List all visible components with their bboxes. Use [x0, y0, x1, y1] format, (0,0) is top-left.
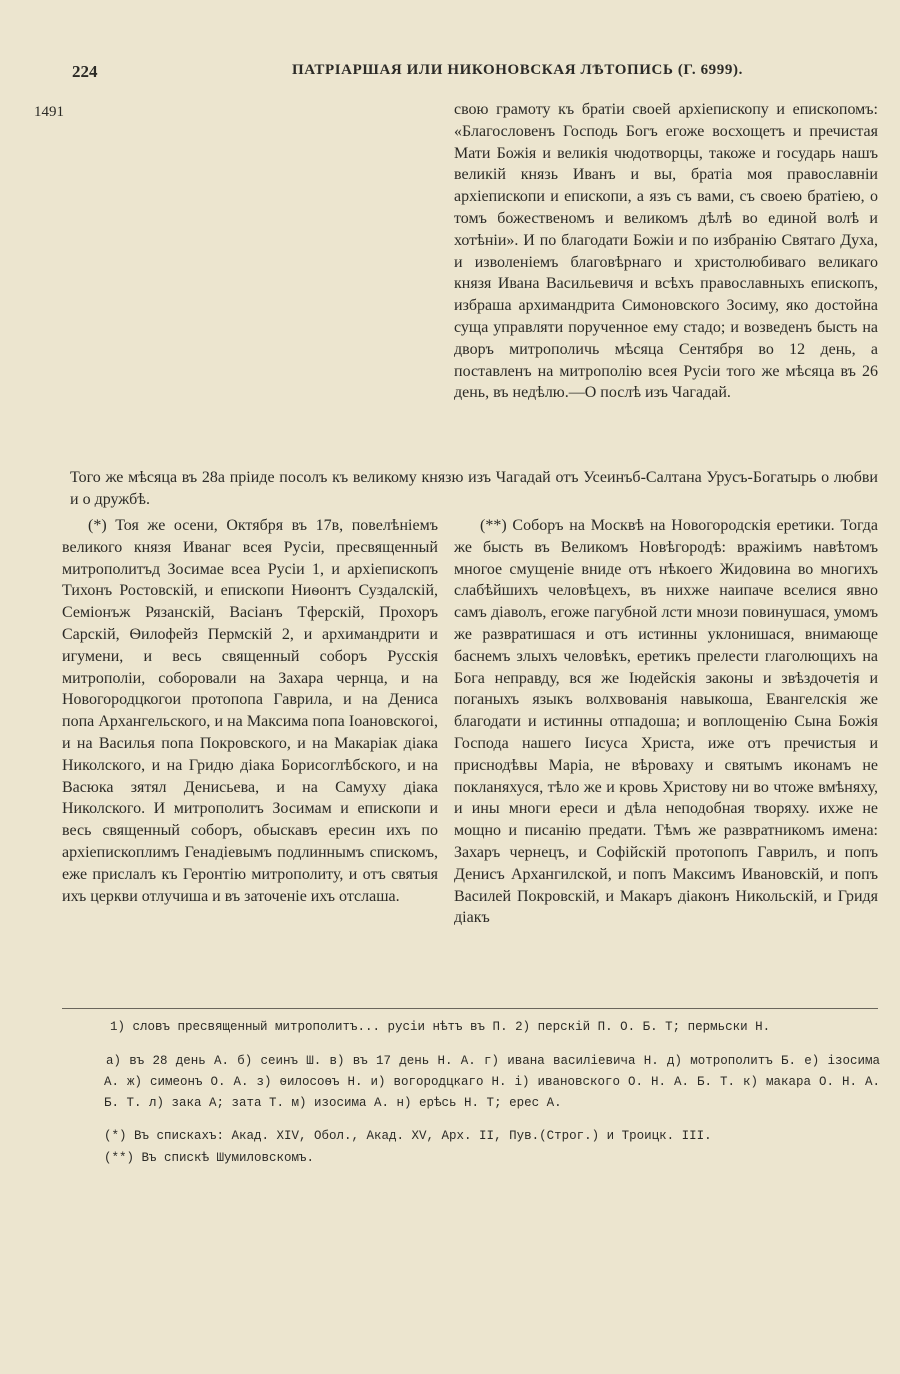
top-right-paragraph: свою грамоту къ братіи своей архіепископу и епископомъ: «Благословенъ Господь Богъ егоже восхощетъ и пречистая Мати Божія и великія чюдотворцы, такоже и государь нашъ великій князь Иванъ и вы, братіа моя православніи архіепископи и епископи, а язъ съ вами, съ своею братіею, о томъ божественомъ и великомъ дѣлѣ во единой волѣ и хотѣніи». И по благодати Божіи и по избранію Святаго Духа, и изволеніемъ благовѣрнаго и христолюбиваго великаго князя Ивана Васильевичя и всѣхъ православныхъ епископъ, избраша архимандрита Симоновского Зосиму, яко достойна суща управляти порученное ему стадо; и возведенъ бысть на дворъ митрополичь мѣсяца Сентября во 12 день, а поставленъ на митрополію всея Русіи того же мѣсяца въ 26 день, въ недѣлю.—О послѣ изъ Чагадай. — [454, 101, 878, 402]
footnote-sources-2: (**) Въ спискѣ Шумиловскомъ. — [104, 1151, 315, 1165]
full-width-paragraph: Того же мѣсяца въ 28а пріиде посолъ къ великому князю изъ Чагадай отъ Усеинъб-Салтана Урусъ-Богатырь о любви и о дружбѣ. — [70, 469, 878, 508]
footnote-divider — [62, 1008, 878, 1009]
right-column-paragraph: (**) Соборъ на Москвѣ на Новогородскія еретики. Тогда же бысть въ Великомъ Новѣгородѣ: вражіимъ навѣтомъ многое смущеніе вниде отъ нѣкоего Жидовина во многихъ слабѣйшихъ человѣцехъ, въ нихже наипаче вселися явно самъ діаволъ, егоже пагубной лсти мнози повинушася, умомъ же развратишася и отъ истинны уклонишася, внимающе баснемъ злыхъ человѣкъ, еретикъ прелести глаголющихъ на Бога неправду, вся же Іюдейскія законы и звѣздочетія и поганыхъ языкъ волхвованія навыкоша, Евангелскія же благодати и истинны отпадоша; и воплощенію Сына Божія Господа нашего Іисуса Христа, иже отъ пречистыя и приснодѣвы Маріа, не вѣроваху и святымъ иконамъ не покланяхуся, тѣло же и кровь Христову ни во чтоже вмѣняху, и ины многи ереси и дѣла неподобная творяху. ихже не мощно и писанію предати. Тѣмъ же развратникомъ имена: Захаръ чернецъ, и Софійскій протопопъ Гаврилъ, и попъ Денисъ Архангилской, и попъ Максимъ Ивановскій, и попъ Василей Покровскій, и Макаръ діаконъ Никольскій, и Гридя діакъ — [454, 517, 878, 927]
running-title: ПАТРІАРШАЯ ИЛИ НИКОНОВСКАЯ ЛѢТОПИСЬ (Г. 6999). — [292, 62, 743, 78]
margin-year: 1491 — [34, 104, 64, 120]
footnote-numbered: 1) словъ пресвященный митрополитъ... русіи нѣтъ въ П. 2) перскій П. О. Б. Т; пермьски Н. — [110, 1020, 771, 1034]
left-column-paragraph: (*) Тоя же осени, Октября въ 17в, повелѣніемъ великого князя Иванаг всея Русіи, пресвященный митрополитъд Зосимае всеа Русіи 1, и архіепископъ Тихонъ Ростовскій, и епископи Ниѳонтъ Суздалскій, Семіонъж Рязанскій, Васіанъ Тферскій, Прохоръ Сарскій, Ѳилофейз Пермскій 2, и архимандрити и игумени, и весь священный соборъ Русскія митрополіи, соборовали на Захара чернца, и на Новогородцкогои протопопа Гаврила, и на Дениса попа Архангельского, и на Максима попа Іоановскогоі, и на Василья попа Покровского, и на Макаріак діака Николского, и на Гридю діака Борисоглѣбского, и на Васюка зятял Денисьева, и на Самуху діака Николского. И митрополитъ Зосимам и епископи и весь священный соборъ, обыскавъ ересин ихъ по архіепископлимъ Генадіевымъ подлиннымъ спискомъ, еже прислалъ къ Геронтію митрополиту, и отъ святыя ихъ церкви отлучиша и въ заточеніе ихъ отслаша. — [62, 517, 438, 905]
page-number: 224 — [72, 62, 98, 81]
footnote-lettered: а) въ 28 день А. б) сеинъ Ш. в) въ 17 день Н. А. г) ивана василіевича Н. д) мотрополитъ Б. е) ізосима А. ж) симеонъ О. А. з) ѳилосоѳъ Н. и) вогородцкаго Н. і) ивановского О. Н. А. Б. Т. к) макара О. Н. А. Б. Т. л) зака А; зата Т. м) изосима А. н) ерѣсь Н. Т; ерес А. — [104, 1054, 880, 1110]
footnote-sources-1: (*) Въ спискахъ: Акад. XIV, Обол., Акад. XV, Арх. II, Пув.(Строг.) и Троицк. III. — [104, 1129, 712, 1143]
